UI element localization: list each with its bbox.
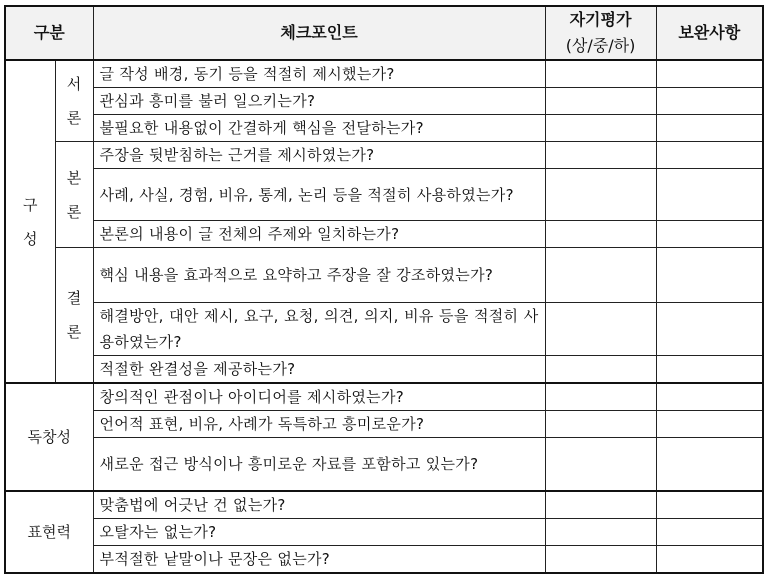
- self-eval-cell[interactable]: [545, 169, 656, 221]
- subgroup-label-conclusion: 결론: [55, 248, 93, 384]
- subgroup-label-body: 본론: [55, 142, 93, 248]
- subgroup-label-intro: 서론: [55, 60, 93, 142]
- self-eval-cell[interactable]: [545, 491, 656, 519]
- checkpoint-cell: 불필요한 내용없이 간결하게 핵심을 전달하는가?: [93, 115, 545, 142]
- supplement-cell[interactable]: [656, 248, 763, 303]
- table-row: [5, 438, 763, 491]
- self-eval-cell[interactable]: [545, 383, 656, 411]
- writing-checklist-table: [4, 5, 764, 574]
- supplement-cell[interactable]: [656, 115, 763, 142]
- group-label-composition: 구성: [5, 60, 55, 383]
- supplement-cell[interactable]: [656, 438, 763, 491]
- table-row: [5, 142, 763, 169]
- checkpoint-cell: 오탈자는 없는가?: [93, 518, 545, 545]
- supplement-cell[interactable]: [656, 411, 763, 438]
- self-eval-cell[interactable]: [545, 88, 656, 115]
- checkpoint-cell: 사례, 사실, 경험, 비유, 통계, 논리 등을 적절히 사용하였는가?: [93, 169, 545, 221]
- table-row: [5, 169, 763, 221]
- header-checkpoint: 체크포인트: [93, 6, 545, 60]
- group-label-expression: 표현력: [5, 491, 93, 573]
- self-eval-cell[interactable]: [545, 142, 656, 169]
- supplement-cell[interactable]: [656, 60, 763, 88]
- checkpoint-cell: 새로운 접근 방식이나 흥미로운 자료를 포함하고 있는가?: [93, 438, 545, 491]
- supplement-cell[interactable]: [656, 545, 763, 573]
- header-self-eval-line2: (상/중/하): [565, 36, 636, 55]
- checkpoint-cell: 언어적 표현, 비유, 사례가 독특하고 흥미로운가?: [93, 411, 545, 438]
- supplement-cell[interactable]: [656, 221, 763, 248]
- self-eval-cell[interactable]: [545, 303, 656, 356]
- group-label-originality: 독창성: [5, 383, 93, 491]
- supplement-cell[interactable]: [656, 303, 763, 356]
- supplement-cell[interactable]: [656, 518, 763, 545]
- supplement-cell[interactable]: [656, 169, 763, 221]
- checkpoint-cell: 적절한 완결성을 제공하는가?: [93, 356, 545, 384]
- header-self-eval: [545, 6, 656, 60]
- table-row: [5, 88, 763, 115]
- table-row: [5, 248, 763, 303]
- table-row: [5, 383, 763, 411]
- self-eval-cell[interactable]: [545, 221, 656, 248]
- self-eval-cell[interactable]: [545, 60, 656, 88]
- header-supplement: 보완사항: [656, 6, 763, 60]
- table-row: [5, 303, 763, 356]
- self-eval-cell[interactable]: [545, 248, 656, 303]
- self-eval-cell[interactable]: [545, 518, 656, 545]
- checkpoint-cell: 주장을 뒷받침하는 근거를 제시하였는가?: [93, 142, 545, 169]
- table-row: [5, 60, 763, 88]
- self-eval-cell[interactable]: [545, 438, 656, 491]
- checkpoint-cell: 핵심 내용을 효과적으로 요약하고 주장을 잘 강조하였는가?: [93, 248, 545, 303]
- checkpoint-cell: 창의적인 관점이나 아이디어를 제시하였는가?: [93, 383, 545, 411]
- checkpoint-cell: 맞춤법에 어긋난 건 없는가?: [93, 491, 545, 519]
- header-row: [5, 6, 763, 60]
- table-row: [5, 411, 763, 438]
- table-row: [5, 356, 763, 384]
- table-row: [5, 221, 763, 248]
- self-eval-cell[interactable]: [545, 115, 656, 142]
- supplement-cell[interactable]: [656, 356, 763, 384]
- table-row: [5, 545, 763, 573]
- supplement-cell[interactable]: [656, 88, 763, 115]
- checkpoint-cell: 관심과 흥미를 불러 일으키는가?: [93, 88, 545, 115]
- self-eval-cell[interactable]: [545, 411, 656, 438]
- header-self-eval-line1: 자기평가: [569, 10, 632, 29]
- self-eval-cell[interactable]: [545, 545, 656, 573]
- table-row: [5, 491, 763, 519]
- checkpoint-cell: 부적절한 낱말이나 문장은 없는가?: [93, 545, 545, 573]
- table-row: [5, 518, 763, 545]
- checkpoint-cell: 본론의 내용이 글 전체의 주제와 일치하는가?: [93, 221, 545, 248]
- checkpoint-cell: 해결방안, 대안 제시, 요구, 요청, 의견, 의지, 비유 등을 적절히 사용하였는가?: [93, 303, 545, 356]
- self-eval-cell[interactable]: [545, 356, 656, 384]
- table-row: [5, 115, 763, 142]
- supplement-cell[interactable]: [656, 383, 763, 411]
- header-category: 구분: [5, 6, 93, 60]
- supplement-cell[interactable]: [656, 142, 763, 169]
- checkpoint-cell: 글 작성 배경, 동기 등을 적절히 제시했는가?: [93, 60, 545, 88]
- supplement-cell[interactable]: [656, 491, 763, 519]
